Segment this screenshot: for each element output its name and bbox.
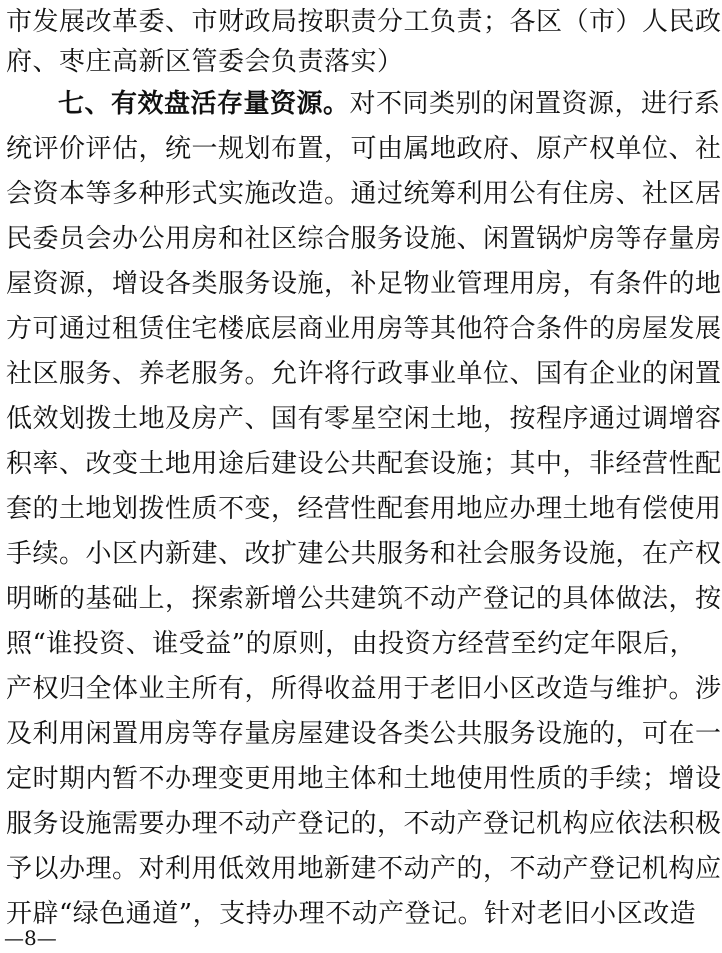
section-heading: 七、有效盘活存量资源。 [58, 89, 350, 119]
body-line-5: 会资本等多种形式实施改造。通过统筹利用公有住房、社区居 [6, 179, 722, 209]
section-intro-text: 对不同类别的闲置资源，进行系 [349, 89, 721, 119]
body-line-21: 开辟“绿色通道”，支持办理不动产登记。针对老旧小区改造 [6, 899, 697, 929]
body-line-12: 套的土地划拨性质不变，经营性配套用地应办理土地有偿使用 [6, 494, 722, 524]
body-line-6: 民委员会办公用房和社区综合服务设施、闲置锅炉房等存量房 [6, 224, 722, 254]
body-line-8: 方可通过租赁住宅楼底层商业用房等其他符合条件的房屋发展 [6, 314, 722, 344]
body-line-10: 低效划拨土地及房产、国有零星空闲土地，按程序通过调增容 [6, 404, 722, 434]
body-line-16: 产权归全体业主所有，所得收益用于老旧小区改造与维护。涉 [6, 674, 722, 704]
body-line-1: 市发展改革委、市财政局按职责分工负责；各区（市）人民政 [6, 7, 722, 37]
body-line-17: 及利用闲置用房等存量房屋建设各类公共服务设施的，可在一 [6, 719, 722, 749]
body-line-19: 服务设施需要办理不动产登记的，不动产登记机构应依法积极 [6, 809, 722, 839]
body-line-4: 统评价评估，统一规划布置，可由属地政府、原产权单位、社 [6, 134, 722, 164]
body-line-20: 予以办理。对利用低效用地新建不动产的，不动产登记机构应 [6, 854, 722, 884]
section-7-first-line [58, 84, 721, 124]
body-line-7: 屋资源，增设各类服务设施，补足物业管理用房，有条件的地 [6, 269, 722, 299]
body-line-11: 积率、改变土地用途后建设公共配套设施；其中，非经营性配 [6, 449, 722, 479]
body-line-14: 明晰的基础上，探索新增公共建筑不动产登记的具体做法，按 [6, 584, 722, 614]
body-line-13: 手续。小区内新建、改扩建公共服务和社会服务设施，在产权 [6, 539, 722, 569]
body-line-18: 定时期内暂不办理变更用地主体和土地使用性质的手续；增设 [6, 764, 722, 794]
body-line-15: 照“谁投资、谁受益”的原则，由投资方经营至约定年限后， [6, 629, 697, 659]
body-line-9: 社区服务、养老服务。允许将行政事业单位、国有企业的闲置 [6, 359, 722, 389]
page-number: —8— [4, 926, 57, 950]
body-line-2: 府、枣庄高新区管委会负责落实） [6, 47, 404, 77]
